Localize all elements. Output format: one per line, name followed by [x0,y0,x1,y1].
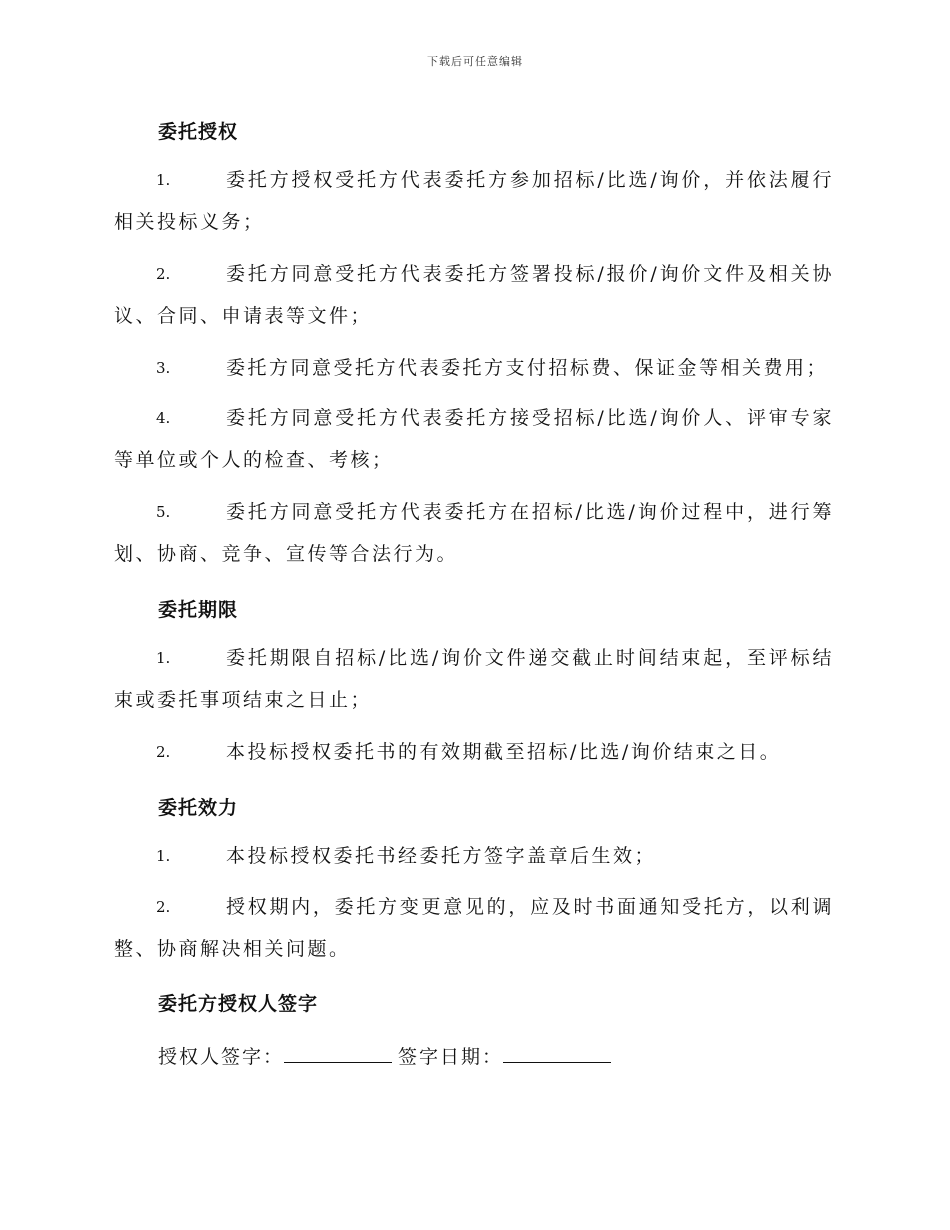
signer-label: 授权人签字： [158,1046,285,1068]
item-number: 3. [156,359,171,377]
item-number: 1. [156,649,171,667]
signer-blank-line[interactable] [284,1044,392,1063]
list-item [114,731,834,773]
item-number: 5. [156,503,171,521]
item-number: 2. [156,265,171,283]
page-header: 下载后可任意编辑 [427,55,523,68]
item-number: 1. [156,171,171,189]
item-text: 本投标授权委托书的有效期截至招标/比选/询价结束之日。 [226,741,782,763]
item-text: 授权期内，委托方变更意见的，应及时书面通知受托方，以利调整、协商解决相关问题。 [114,896,834,960]
item-number: 2. [156,898,171,916]
list-item [114,253,834,337]
section-heading-signature: 委托方授权人签字 [158,993,319,1015]
item-text: 委托方同意受托方代表委托方签署投标/报价/询价文件及相关协议、合同、申请表等文件； [114,263,834,327]
item-text: 委托方同意受托方代表委托方支付招标费、保证金等相关费用； [226,357,829,379]
list-item [114,397,834,481]
item-text: 委托方同意受托方代表委托方接受招标/比选/询价人、评审专家等单位或个人的检查、考核； [114,407,834,471]
list-item [114,886,834,970]
list-item [114,347,834,389]
item-number: 2. [156,743,171,761]
signature-row [158,1042,617,1069]
item-text: 委托方授权受托方代表委托方参加招标/比选/询价，并依法履行相关投标义务； [114,169,834,233]
section-heading-authorization: 委托授权 [158,121,239,143]
item-number: 1. [156,847,171,865]
item-text: 委托期限自招标/比选/询价文件递交截止时间结束起，至评标结束或委托事项结束之日止； [114,647,834,711]
section-heading-validity: 委托效力 [158,797,239,819]
list-item [114,491,834,575]
date-label: 签字日期： [398,1046,504,1068]
item-number: 4. [156,409,171,427]
list-item [114,637,834,721]
list-item [114,159,834,243]
list-item [114,835,834,877]
item-text: 本投标授权委托书经委托方签字盖章后生效； [226,845,657,867]
item-text: 委托方同意受托方代表委托方在招标/比选/询价过程中，进行筹划、协商、竞争、宣传等合法行为。 [114,501,834,565]
date-blank-line[interactable] [503,1044,611,1063]
section-heading-term: 委托期限 [158,599,239,621]
